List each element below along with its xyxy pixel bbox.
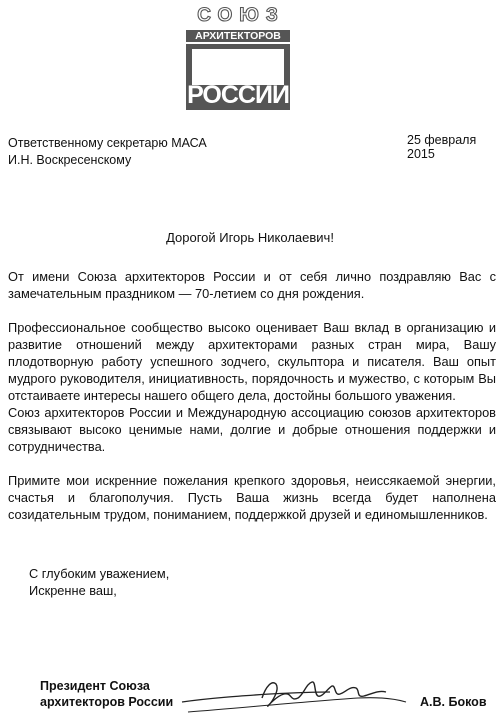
recipient-address [8,135,207,169]
closing-line-1: С глубоким уважением, [29,566,170,581]
greeting: Дорогой Игорь Николаевич! [166,230,334,245]
paragraph-1: От имени Союза архитекторов России и от себя лично поздравляю Вас с замечательным праздником — 70-летием со дня рождения. [8,269,496,301]
logo-bottom-block [186,44,290,110]
logo-top-block [186,4,290,30]
logo-word-soyuz: СОЮЗ [197,5,285,26]
recipient-line-2: И.Н. Воскресенскому [8,153,132,167]
paragraph-2: Профессиональное сообщество высоко оценивает Ваш вклад в организацию и развитие отношений между архитекторами разных стран мира, Вашу плодотворную работу успешного зодчего, скульптора и писателя. Ваш опыт мудрого руководителя, инициативность, порядочность и мужество, с которым Вы отстаиваете интересы нашего общего дела, достойны большого уважения. [8,320,496,403]
letter-date: 25 февраля 2015 [407,133,477,161]
signatory-title-line-1: Президент Союза [40,679,150,693]
closing [29,565,169,599]
closing-line-2: Искренне ваш, [29,583,117,598]
handwritten-signature [180,672,420,720]
recipient-line-1: Ответственному секретарю МАСА [8,136,207,150]
logo-word-rossii: РОССИИ [187,81,289,109]
signatory-title-line-2: архитекторов России [40,695,174,709]
union-of-architects-logo [186,4,290,110]
signatory-title [40,678,173,710]
logo-word-arkhitektorov: АРХИТЕКТОРОВ [186,30,290,42]
paragraph-4: Примите мои искренние пожелания крепкого здоровья, неиссякаемой энергии, счастья и благополучия. Пусть Ваша жизнь всегда будет наполнена созидательным трудом, пониманием, поддержкой друзей и единомышленников. [8,473,496,522]
paragraph-3: Союз архитекторов России и Международную ассоциацию союзов архитекторов связывают высоко ценимые нами, долгие и добрые отношения поддержки и сотрудничества. [8,405,496,454]
signatory-name: А.В. Боков [420,695,487,709]
